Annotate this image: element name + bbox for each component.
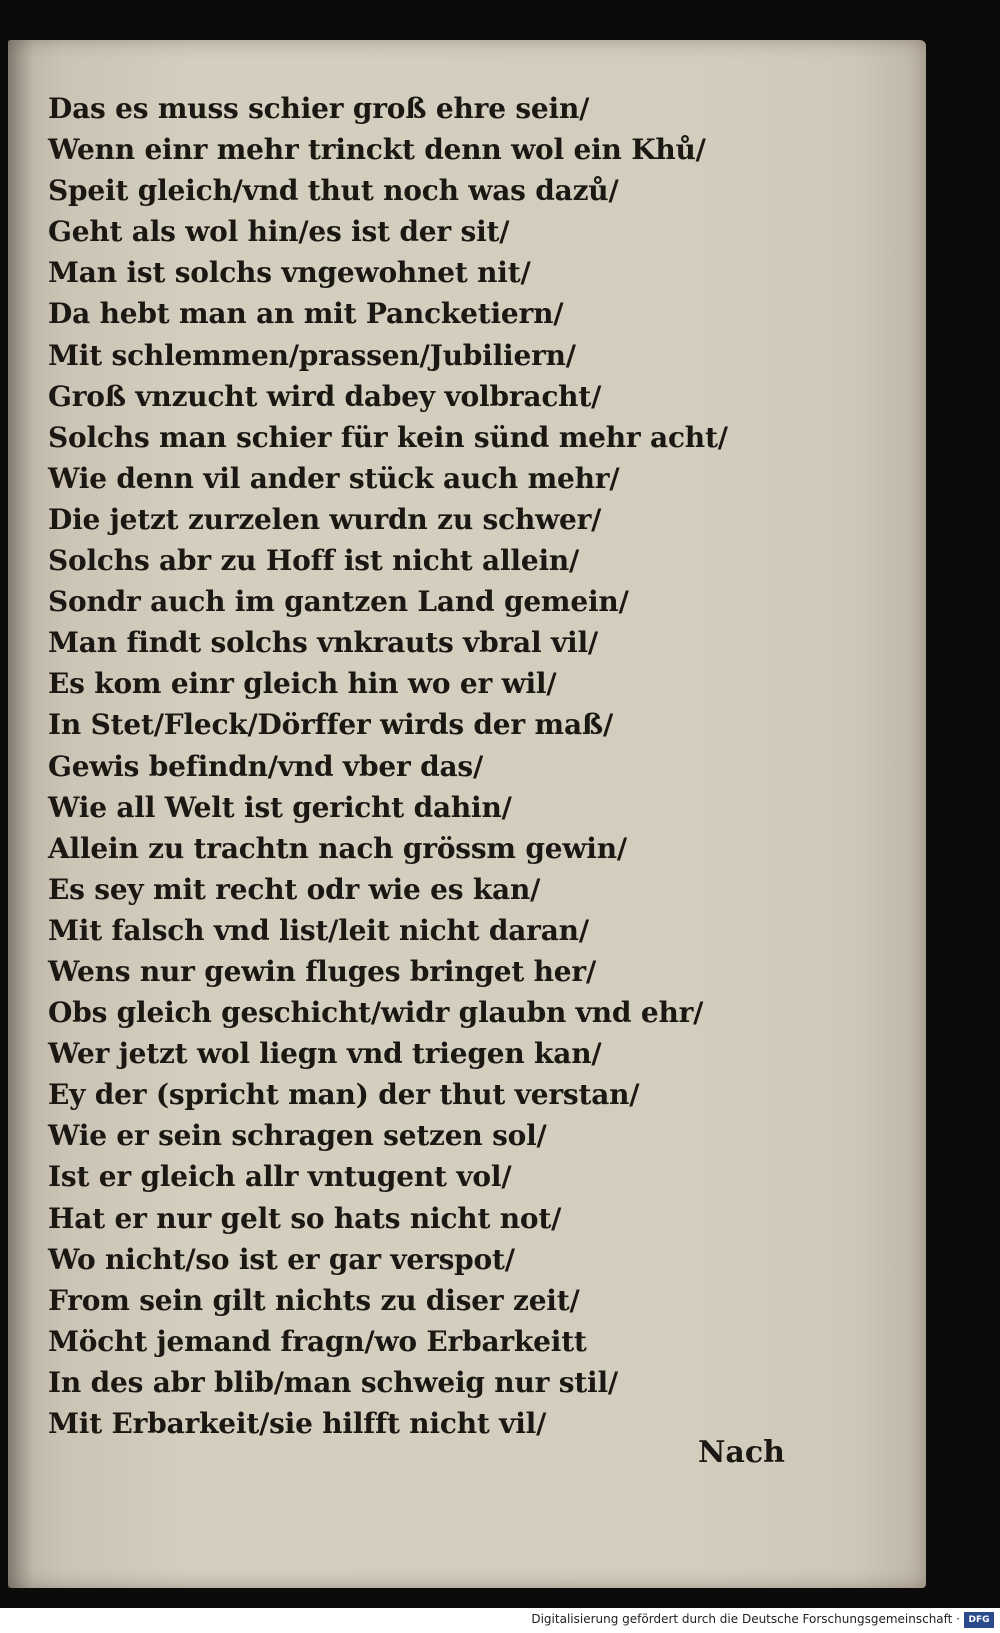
text-line: Mit Erbarkeit/sie hilfft nicht vil/ xyxy=(48,1407,547,1440)
text-line: In Stet/Fleck/Dörffer wirds der maß/ xyxy=(48,708,613,742)
text-line: Wo nicht/so ist er gar verspot/ xyxy=(48,1242,515,1276)
text-line: Geht als wol hin/es ist der sit/ xyxy=(48,215,510,249)
funding-credit: Digitalisierung gefördert durch die Deutsche Forschungsgemeinschaft · xyxy=(531,1612,960,1626)
text-line: Die jetzt zurzelen wurdn zu schwer/ xyxy=(48,502,602,536)
text-line: Da hebt man an mit Pancketiern/ xyxy=(48,297,564,331)
text-line: Allein zu trachtn nach grössm gewin/ xyxy=(48,831,627,865)
text-line: Hat er nur gelt so hats nicht not/ xyxy=(48,1201,562,1235)
text-line: Gewis befindn/vnd vber das/ xyxy=(48,749,483,783)
text-line: Man findt solchs vnkrauts vbral vil/ xyxy=(48,626,598,660)
text-line: Es kom einr gleich hin wo er wil/ xyxy=(48,667,557,701)
text-line: Ey der (spricht man) der thut verstan/ xyxy=(48,1078,640,1112)
text-line: From sein gilt nichts zu diser zeit/ xyxy=(48,1283,580,1317)
text-line: Sondr auch im gantzen Land gemein/ xyxy=(48,585,629,619)
text-line: Wer jetzt wol liegn vnd triegen kan/ xyxy=(48,1037,602,1071)
text-line: Möcht jemand fragn/wo Erbarkeitt xyxy=(48,1324,587,1358)
text-line: Es sey mit recht odr wie es kan/ xyxy=(48,872,541,906)
dfg-logo: DFG xyxy=(964,1612,994,1628)
poem-text xyxy=(48,88,768,1444)
text-line: Mit falsch vnd list/leit nicht daran/ xyxy=(48,913,589,947)
text-line: Man ist solchs vngewohnet nit/ xyxy=(48,256,531,290)
text-line: Wie denn vil ander stück auch mehr/ xyxy=(48,461,620,495)
text-line: Mit schlemmen/prassen/Jubiliern/ xyxy=(48,338,576,372)
text-line: Wens nur gewin fluges bringet her/ xyxy=(48,954,596,988)
text-line: Wie all Welt ist gericht dahin/ xyxy=(48,790,512,824)
text-line: Wenn einr mehr trinckt denn wol ein Khů/ xyxy=(48,133,706,167)
text-line: Speit gleich/vnd thut noch was dazů/ xyxy=(48,174,619,208)
book-page xyxy=(8,40,926,1588)
text-line: In des abr blib/man schweig nur stil/ xyxy=(48,1365,618,1399)
footer-bar xyxy=(0,1608,1000,1633)
text-line: Ist er gleich allr vntugent vol/ xyxy=(48,1160,512,1194)
text-line: Groß vnzucht wird dabey volbracht/ xyxy=(48,379,602,413)
text-line: Solchs abr zu Hoff ist nicht allein/ xyxy=(48,544,580,578)
text-line: Das es muss schier groß ehre sein/ xyxy=(48,92,590,125)
text-line: Solchs man schier für kein sünd mehr acht/ xyxy=(48,420,728,454)
text-line: Obs gleich geschicht/widr glaubn vnd ehr/ xyxy=(48,996,704,1030)
text-line: Wie er sein schragen setzen sol/ xyxy=(48,1119,547,1153)
catchword: Nach xyxy=(698,1435,785,1470)
